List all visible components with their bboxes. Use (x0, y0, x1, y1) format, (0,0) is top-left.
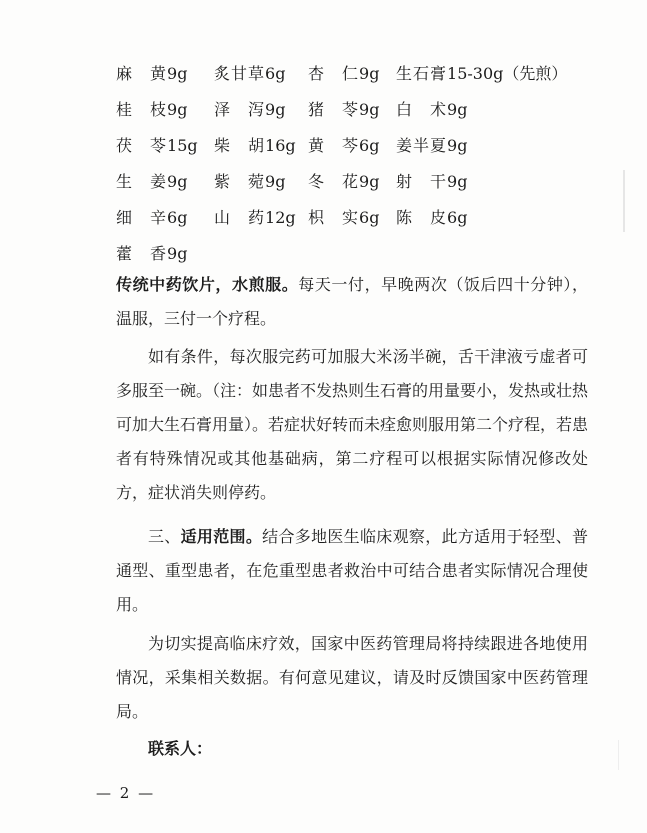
herb-row (116, 92, 586, 128)
scan-edge-mark (623, 170, 625, 232)
herb-item (214, 164, 285, 200)
contact-label: 联系人： (148, 739, 213, 758)
herb-item (116, 92, 187, 128)
herb-name: 细 辛 (116, 208, 168, 227)
herb-dose: 9g (447, 136, 468, 155)
herb-dose: 9g (265, 100, 286, 119)
herb-item (116, 56, 187, 92)
herb-name: 麻 黄 (116, 64, 168, 83)
herb-item (308, 92, 379, 128)
herb-row (116, 128, 586, 164)
herb-dose: 15g (167, 136, 198, 155)
herb-dose: 6g (265, 64, 286, 83)
herb-name: 泽 泻 (214, 100, 266, 119)
herb-dose: 12g (265, 208, 296, 227)
section-number: 三、 (148, 527, 181, 546)
herb-name: 生 姜 (116, 172, 168, 191)
supplementary-notes-paragraph (116, 340, 588, 510)
herb-item (116, 164, 187, 200)
herb-name: 藿 香 (116, 244, 168, 263)
herb-dose: 6g (447, 208, 468, 227)
herb-dose: 9g (359, 64, 380, 83)
herb-name: 白 术 (396, 100, 448, 119)
herb-dose: 9g (167, 172, 188, 191)
herb-row (116, 236, 586, 272)
herb-name: 紫 菀 (214, 172, 266, 191)
herb-prescription-list (116, 56, 586, 272)
herb-dose: 9g (447, 172, 468, 191)
dosage-method-heading: 传统中药饮片，水煎服。 (116, 275, 299, 294)
herb-item (396, 164, 467, 200)
herb-dose: 6g (359, 208, 380, 227)
page-number: — 2 — (96, 784, 156, 802)
herb-dose: 16g (265, 136, 296, 155)
herb-item (116, 236, 187, 272)
supplementary-notes-text: 如有条件，每次服完药可加服大米汤半碗，舌干津液亏虚者可多服至一碗。（注：如患者不发热则生石膏的用量要小，发热或壮热可加大生石膏用量）。若症状好转而未痊愈则服用第二个疗程，若患者有特殊情况或其他基础病，第二疗程可以根据实际情况修改处方，症状消失则停药。 (116, 347, 589, 502)
herb-row (116, 164, 586, 200)
herb-dose: 9g (167, 244, 188, 263)
herb-item (214, 128, 296, 164)
herb-dose: 9g (359, 172, 380, 191)
contact-line (116, 732, 588, 766)
herb-item (214, 200, 296, 236)
herb-item (396, 200, 467, 236)
herb-dose: 15-30g（先煎） (447, 64, 568, 83)
herb-item (308, 128, 379, 164)
herb-item (116, 128, 198, 164)
herb-dose: 9g (167, 64, 188, 83)
herb-item (396, 56, 567, 92)
herb-dose: 9g (447, 100, 468, 119)
herb-name: 黄 芩 (308, 136, 360, 155)
herb-name: 姜半夏 (396, 136, 448, 155)
herb-item (308, 56, 379, 92)
herb-item (214, 92, 285, 128)
feedback-paragraph (116, 627, 588, 729)
herb-item (308, 200, 379, 236)
herb-name: 桂 枝 (116, 100, 168, 119)
herb-name: 炙甘草 (214, 64, 266, 83)
herb-dose: 9g (167, 100, 188, 119)
herb-name: 柴 胡 (214, 136, 266, 155)
dosage-instructions-paragraph (116, 268, 588, 336)
herb-item (308, 164, 379, 200)
scope-of-application-paragraph (116, 520, 588, 622)
herb-name: 猪 苓 (308, 100, 360, 119)
dosage-method-text: 每天一付，早晚两次（饭后四十分钟），温服，三付一个疗程。 (116, 275, 588, 328)
herb-name: 枳 实 (308, 208, 360, 227)
herb-item (396, 92, 467, 128)
herb-name: 生石膏 (396, 64, 448, 83)
scope-heading: 适用范围。 (180, 527, 263, 546)
herb-dose: 9g (265, 172, 286, 191)
herb-item (116, 200, 187, 236)
herb-name: 茯 苓 (116, 136, 168, 155)
herb-name: 射 干 (396, 172, 448, 191)
herb-item (214, 56, 285, 92)
scan-edge-mark (618, 740, 619, 770)
herb-name: 陈 皮 (396, 208, 448, 227)
herb-row (116, 56, 586, 92)
herb-dose: 6g (359, 136, 380, 155)
scope-text: 结合多地医生临床观察，此方适用于轻型、普通型、重型患者，在危重型患者救治中可结合患者实际情况合理使用。 (116, 527, 588, 614)
herb-dose: 9g (359, 100, 380, 119)
herb-row (116, 200, 586, 236)
herb-item (396, 128, 467, 164)
herb-name: 杏 仁 (308, 64, 360, 83)
herb-name: 冬 花 (308, 172, 360, 191)
feedback-text: 为切实提高临床疗效，国家中医药管理局将持续跟进各地使用情况，采集相关数据。有何意见建议，请及时反馈国家中医药管理局。 (116, 634, 588, 721)
herb-dose: 6g (167, 208, 188, 227)
herb-name: 山 药 (214, 208, 266, 227)
